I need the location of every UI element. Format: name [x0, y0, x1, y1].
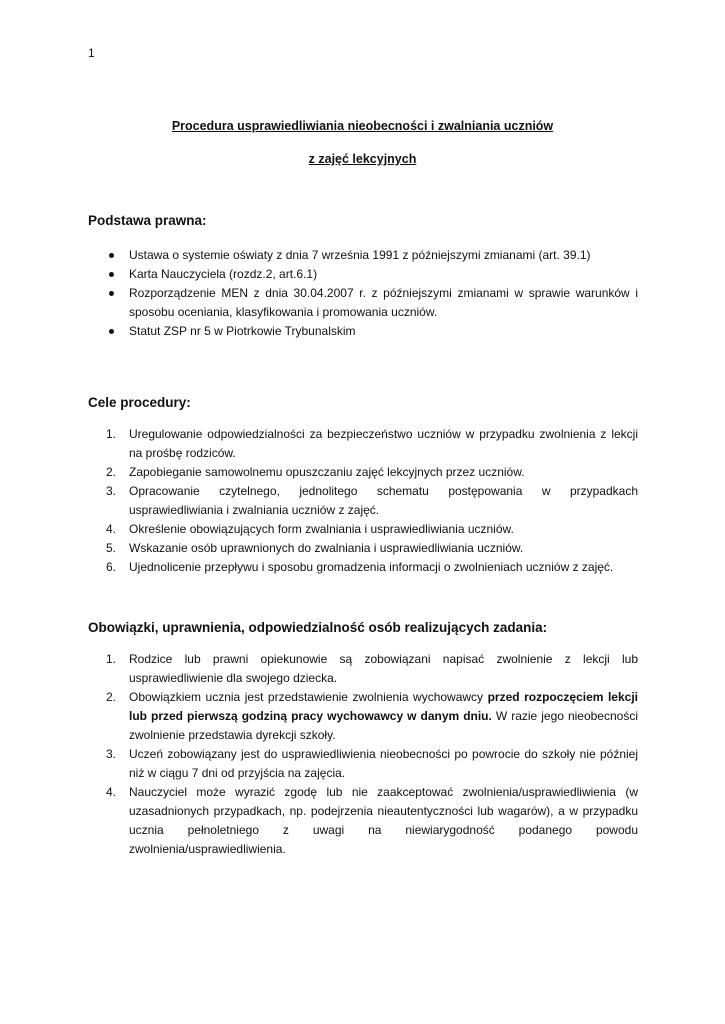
list-item-text-bold: przed rozpoczęciem lekcji lub przed pierwszą godziną pracy wychowawcy w danym dniu. [129, 690, 638, 723]
page-number: 1 [88, 46, 95, 60]
list-item [106, 284, 638, 322]
list-item-text-start: Obowiązkiem ucznia jest przedstawienie zwolnienia wychowawcy [129, 690, 488, 704]
list-number: 3. [106, 484, 117, 498]
list-item-text: Opracowanie czytelnego, jednolitego schematu postępowania w przypadkach usprawiedliwiania i zwalniania uczniów z zajęć. [129, 484, 638, 517]
list-number: 6. [106, 560, 117, 574]
list-item [106, 783, 638, 859]
list-item-text: Uczeń zobowiązany jest do usprawiedliwienia nieobecności po powrocie do szkoły nie później niż w ciągu 7 dni od przyjścia na zajęcia. [129, 747, 638, 780]
list-number: 1. [106, 652, 117, 666]
bullet-icon [109, 329, 114, 334]
list-item-text: Zapobieganie samowolnemu opuszczaniu zajęć lekcyjnych przez uczniów. [129, 465, 525, 479]
list-item [106, 482, 638, 520]
legal-basis-heading: Podstawa prawna: [88, 213, 207, 228]
list-item-text: Ujednolicenie przepływu i sposobu gromadzenia informacji o zwolnieniach uczniów z zajęć. [129, 560, 614, 574]
list-item [106, 539, 638, 558]
list-number: 3. [106, 747, 117, 761]
bullet-icon [109, 272, 114, 277]
list-number: 4. [106, 785, 117, 799]
list-item-text: Rozporządzenie MEN z dnia 30.04.2007 r. z późniejszymi zmianami w sprawie warunków i sposobu oceniania, klasyfikowania i promowania uczniów. [129, 286, 638, 319]
list-item-text-end: W razie jego nieobecności zwolnienie przedstawia dyrekcji szkoły. [129, 709, 638, 742]
list-number: 5. [106, 541, 117, 555]
bullet-icon [109, 291, 114, 296]
goals-heading: Cele procedury: [88, 395, 191, 410]
list-item-text: Uregulowanie odpowiedzialności za bezpieczeństwo uczniów w przypadku zwolnienia z lekcji na prośbę rodziców. [129, 427, 638, 460]
legal-basis-list [106, 246, 638, 341]
list-item-text: Statut ZSP nr 5 w Piotrkowie Trybunalskim [129, 324, 356, 338]
document-title-line-2: z zajęć lekcyjnych [308, 152, 417, 166]
list-item [106, 520, 638, 539]
list-item-text: Wskazanie osób uprawnionych do zwalniania i usprawiedliwiania uczniów. [129, 541, 524, 555]
list-item [106, 558, 638, 577]
list-item [106, 745, 638, 783]
list-item [106, 650, 638, 688]
list-item-text: Karta Nauczyciela (rozdz.2, art.6.1) [129, 267, 318, 281]
list-number: 4. [106, 522, 117, 536]
list-item [106, 425, 638, 463]
duties-list [106, 650, 638, 859]
list-item-text: Określenie obowiązujących form zwalniania i usprawiedliwiania uczniów. [129, 522, 514, 536]
list-number: 2. [106, 465, 117, 479]
bullet-icon [109, 253, 114, 258]
duties-heading: Obowiązki, uprawnienia, odpowiedzialność osób realizujących zadania: [88, 620, 548, 635]
list-number: 1. [106, 427, 117, 441]
list-item-text: Rodzice lub prawni opiekunowie są zobowiązani napisać zwolnienie z lekcji lub usprawiedliwienie dla swojego dziecka. [129, 652, 638, 685]
list-item [106, 265, 638, 284]
list-item-text: Ustawa o systemie oświaty z dnia 7 września 1991 z późniejszymi zmianami (art. 39.1) [129, 248, 591, 262]
list-item [106, 246, 638, 265]
list-item [106, 322, 638, 341]
list-item [106, 688, 638, 745]
list-item-text: Nauczyciel może wyrazić zgodę lub nie zaakceptować zwolnienia/usprawiedliwienia (w uzasadnionych przypadkach, np. podejrzenia nieautentyczności lub wagarów), a w przypadku ucznia pełnoletniego z uwagi na niewiarygodność podanego powodu zwolnienia/usprawiedliwienia. [129, 785, 638, 856]
list-number: 2. [106, 690, 117, 704]
goals-list [106, 425, 638, 577]
list-item [106, 463, 638, 482]
document-title-line-1: Procedura usprawiedliwiania nieobecności i zwalniania uczniów [171, 119, 554, 133]
